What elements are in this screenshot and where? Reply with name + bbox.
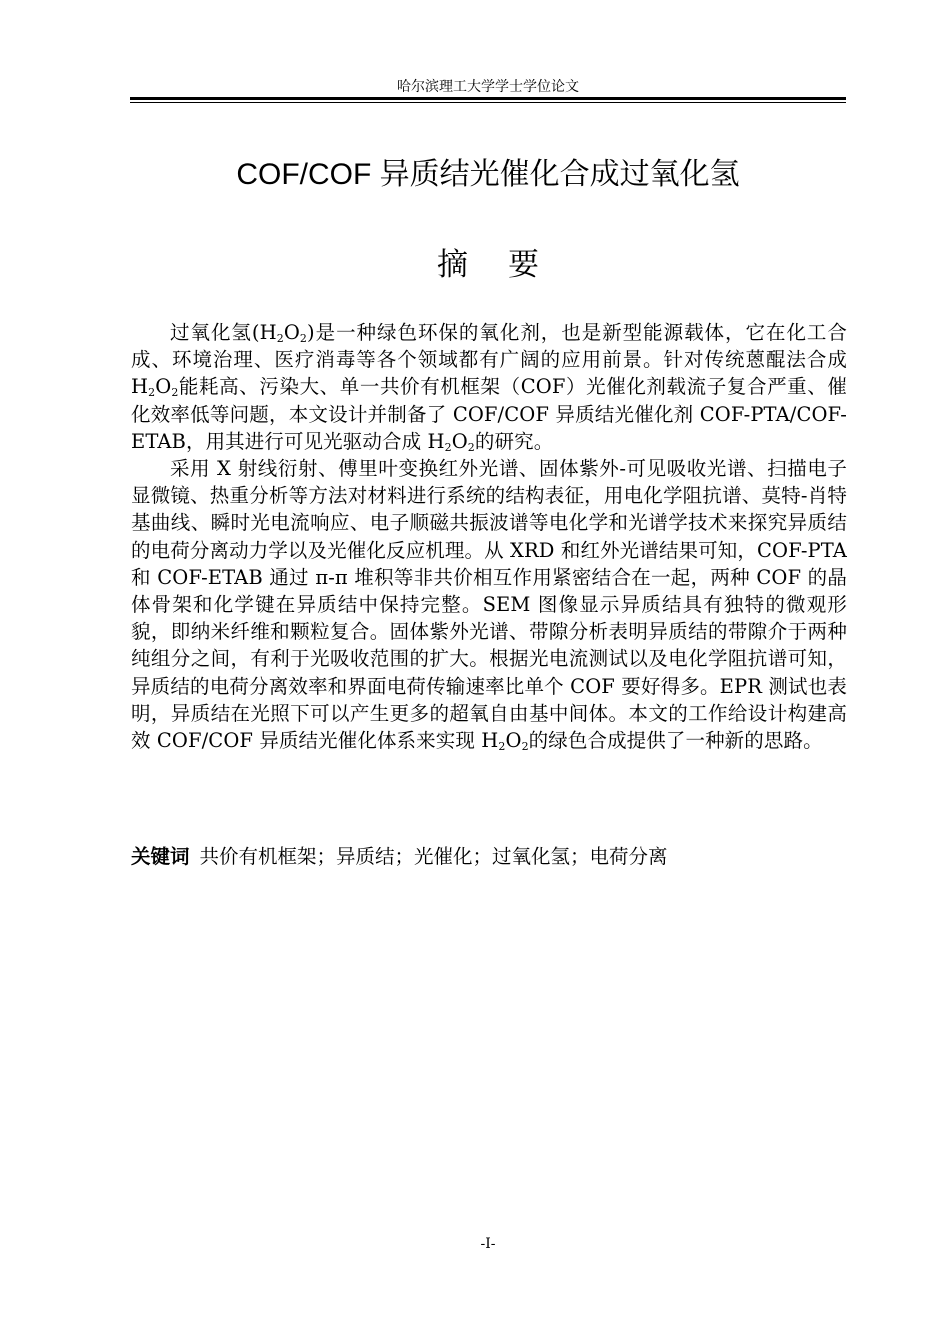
abstract-paragraph-1: 过氧化氢$(H_2O_2)$是一种绿色环保的氧化剂，也是新型能源载体，它在化工合成、环境治理、医疗消毒等各个领域都有广阔的应用前景。针对传统蒽醌法合成 $H_2O_2$能耗高、污染大、单一共价有机框架（COF）光催化剂载流子复合严重、催化效率低等问题，本文设计并制备了 COF/COF 异质结光催化剂 COF-PTA/COF-ETAB，用其进行可见光驱动合成 $H_2O_2$的研究。 bbox=[131, 321, 847, 454]
abstract-heading: 摘要 bbox=[437, 247, 579, 283]
page-number: -I- bbox=[480, 1236, 496, 1252]
thesis-title: COF/COF 异质结光催化合成过氧化氢 bbox=[236, 158, 740, 191]
keywords-text: 共价有机框架；异质结；光催化；过氧化氢；电荷分离 bbox=[199, 845, 668, 868]
keywords-label: 关键词 bbox=[131, 845, 190, 868]
running-header: 哈尔滨理工大学学士学位论文 bbox=[397, 79, 579, 95]
header-rule-thick bbox=[130, 97, 846, 100]
keywords-line bbox=[131, 843, 847, 870]
abstract-paragraph-2: 采用 X 射线衍射、傅里叶变换红外光谱、固体紫外-可见吸收光谱、扫描电子显微镜、热重分析等方法对材料进行系统的结构表征，用电化学阻抗谱、莫特-肖特基曲线、瞬时光电流响应、电子顺磁共振波谱等电化学和光谱学技术来探究异质结的电荷分离动力学以及光催化反应机理。从 XRD 和红外光谱结果可知，COF-PTA 和 COF-ETAB 通过 π-π 堆积等非共价相互作用紧密结合在一起，两种 COF 的晶体骨架和化学键在异质结中保持完整。SEM 图像显示异质结具有独特的微观形貌，即纳米纤维和颗粒复合。固体紫外光谱、带隙分析表明异质结的带隙介于两种纯组分之间，有利于光吸收范围的扩大。根据光电流测试以及电化学阻抗谱可知，异质结的电荷分离效率和界面电荷传输速率比单个 COF 要好得多。EPR 测试也表明，异质结在光照下可以产生更多的超氧自由基中间体。本文的工作给设计构建高效 COF/COF 异质结光催化体系来实现 $H_2O_2$的绿色合成提供了一种新的思路。 bbox=[131, 457, 847, 754]
header-rule-thin bbox=[130, 102, 846, 103]
abstract-body bbox=[131, 319, 847, 754]
